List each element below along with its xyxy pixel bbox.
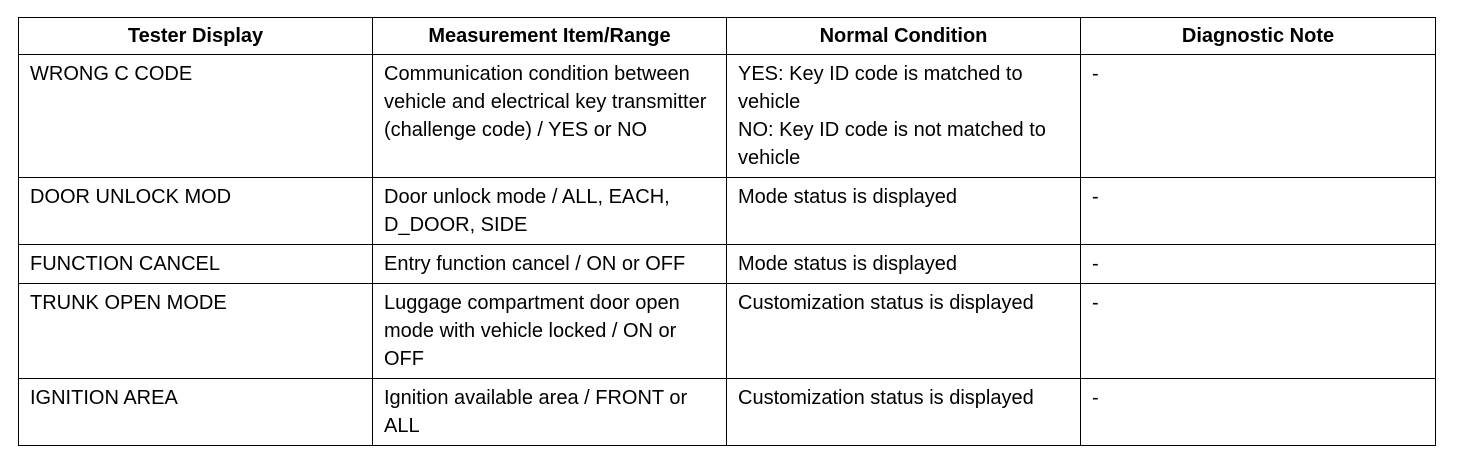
- header-diagnostic-note: Diagnostic Note: [1081, 18, 1436, 55]
- cell-measurement: Luggage compartment door open mode with vehicle locked / ON or OFF: [373, 284, 727, 379]
- cell-tester-display: WRONG C CODE: [19, 55, 373, 178]
- cell-diagnostic-note: -: [1081, 178, 1436, 245]
- cell-tester-display: DOOR UNLOCK MOD: [19, 178, 373, 245]
- cell-normal-condition: Mode status is displayed: [727, 178, 1081, 245]
- cell-diagnostic-note: -: [1081, 245, 1436, 284]
- cell-diagnostic-note: -: [1081, 284, 1436, 379]
- cell-normal-condition: Customization status is displayed: [727, 284, 1081, 379]
- header-tester-display: Tester Display: [19, 18, 373, 55]
- header-normal-condition: Normal Condition: [727, 18, 1081, 55]
- table-row: [19, 178, 1436, 245]
- cell-measurement: Communication condition between vehicle and electrical key transmitter (challenge code) / YES or NO: [373, 55, 727, 178]
- cell-normal-condition: [727, 55, 1081, 178]
- header-measurement-item-range: Measurement Item/Range: [373, 18, 727, 55]
- data-list-table: [18, 17, 1436, 446]
- table-header: [19, 18, 1436, 55]
- cell-tester-display: TRUNK OPEN MODE: [19, 284, 373, 379]
- cell-diagnostic-note: -: [1081, 379, 1436, 446]
- table-row: [19, 245, 1436, 284]
- cell-normal-condition: Customization status is displayed: [727, 379, 1081, 446]
- cell-diagnostic-note: -: [1081, 55, 1436, 178]
- table-row: [19, 55, 1436, 178]
- header-row: [19, 18, 1436, 55]
- cell-normal-condition: Mode status is displayed: [727, 245, 1081, 284]
- cell-tester-display: IGNITION AREA: [19, 379, 373, 446]
- normal-condition-yes: YES: Key ID code is matched to vehicle: [738, 63, 1023, 113]
- cell-measurement: Entry function cancel / ON or OFF: [373, 245, 727, 284]
- table-row: [19, 379, 1436, 446]
- cell-tester-display: FUNCTION CANCEL: [19, 245, 373, 284]
- cell-measurement: Door unlock mode / ALL, EACH, D_DOOR, SIDE: [373, 178, 727, 245]
- table-row: [19, 284, 1436, 379]
- normal-condition-no: NO: Key ID code is not matched to vehicle: [738, 119, 1046, 169]
- table-body: [19, 55, 1436, 446]
- cell-measurement: Ignition available area / FRONT or ALL: [373, 379, 727, 446]
